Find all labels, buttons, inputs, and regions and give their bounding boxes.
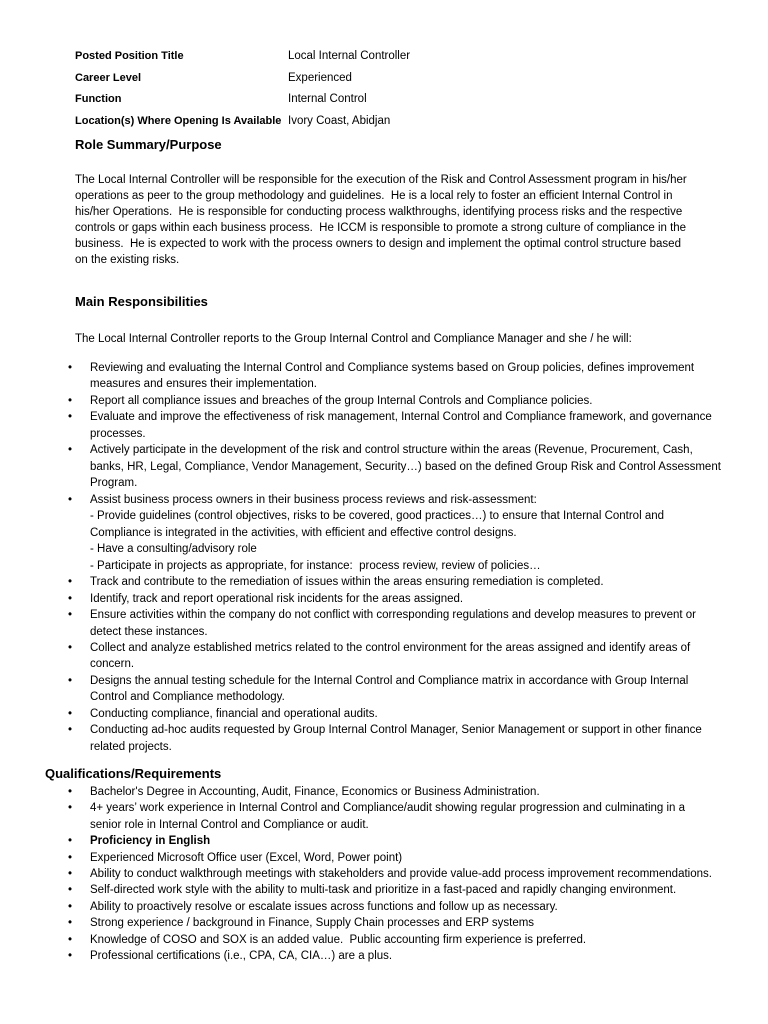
- paragraph-line: on the existing risks.: [75, 254, 180, 266]
- position-detail-row: [75, 68, 715, 90]
- item-line: Identify, track and report operational risk incidents for the areas assigned.: [90, 592, 464, 605]
- bullet-marker: [68, 899, 72, 915]
- position-detail-row: [75, 46, 715, 68]
- item-line: Assist business process owners in their business process reviews and risk-assessment:: [90, 493, 537, 506]
- item-line: Self-directed work style with the ability to multi-task and prioritize in a fast-paced and rapidly changing environment.: [90, 884, 677, 897]
- paragraph-line: The Local Internal Controller will be responsible for the execution of the Risk and Control Assessment program in his/her: [75, 174, 687, 186]
- responsibility-item: [90, 607, 721, 640]
- responsibilities-list: [90, 360, 721, 755]
- item-line: Report all compliance issues and breaches of the group Internal Controls and Compliance policies.: [90, 394, 593, 407]
- bullet-marker: [68, 948, 72, 964]
- role-summary-paragraph: [75, 172, 687, 268]
- responsibility-item: [90, 591, 721, 607]
- responsibilities-intro: The Local Internal Controller reports to the Group Internal Control and Compliance Manager and she / he will:: [75, 333, 632, 345]
- bullet-marker: [68, 850, 72, 866]
- item-line: Knowledge of COSO and SOX is an added value. Public accounting firm experience is preferred.: [90, 933, 587, 946]
- bullet-marker: [68, 591, 72, 607]
- item-line: Collect and analyze established metrics related to the control environment for the areas assigned and identify areas of: [90, 641, 691, 654]
- qualification-item: [90, 932, 712, 948]
- bullet-marker: [68, 393, 72, 409]
- responsibility-item: [90, 640, 721, 673]
- paragraph-line: controls or gaps within each business process. He ICCM is responsible to promote a strong culture of compliance in the: [75, 222, 687, 234]
- item-line: Ability to conduct walkthrough meetings with stakeholders and provide value-add process improvement recommendations.: [90, 867, 712, 880]
- item-line: Bachelor's Degree in Accounting, Audit, Finance, Economics or Business Administration.: [90, 786, 540, 798]
- bullet-marker: [68, 574, 72, 590]
- paragraph-line: business. He is expected to work with the process owners to design and implement the optimal control structure based: [75, 238, 681, 250]
- responsibility-item: [90, 442, 721, 491]
- item-line: detect these instances.: [90, 625, 208, 638]
- item-line: Compliance is integrated in the activities, with efficient and effective control designs.: [90, 526, 517, 539]
- position-detail-row: [75, 111, 715, 133]
- item-line: Program.: [90, 477, 138, 490]
- bullet-marker: [68, 706, 72, 722]
- bullet-marker: [68, 800, 72, 816]
- bullet-marker: [68, 640, 72, 656]
- paragraph-line: his/her Operations. He is responsible for conducting process walkthroughs, identifying process risks and the respective: [75, 206, 683, 218]
- item-line: Ensure activities within the company do not conflict with corresponding regulations and develop measures to prevent or: [90, 609, 697, 622]
- responsibility-item: [90, 492, 721, 574]
- role-summary-heading: Role Summary/Purpose: [75, 137, 222, 152]
- position-detail-label: Function: [75, 93, 122, 106]
- bullet-marker: [68, 442, 72, 458]
- qualifications-list: [90, 784, 712, 964]
- item-line: concern.: [90, 658, 135, 671]
- item-line: Experienced Microsoft Office user (Excel, Word, Power point): [90, 851, 403, 864]
- bullet-marker: [68, 722, 72, 738]
- qualification-item: [90, 800, 712, 833]
- item-line: Conducting compliance, financial and operational audits.: [90, 707, 378, 720]
- qualification-item: [90, 866, 712, 882]
- responsibility-item: [90, 360, 721, 393]
- bullet-marker: [68, 784, 72, 800]
- bullet-marker: [68, 866, 72, 882]
- item-line: Track and contribute to the remediation of issues within the areas ensuring remediation is completed.: [90, 576, 604, 589]
- bullet-marker: [68, 360, 72, 376]
- qualification-item: [90, 882, 712, 898]
- item-line: related projects.: [90, 740, 172, 753]
- item-line: Evaluate and improve the effectiveness of risk management, Internal Control and Compliance framework, and governance: [90, 411, 712, 424]
- bullet-marker: [68, 932, 72, 948]
- qualification-item: [90, 899, 712, 915]
- responsibility-item: [90, 673, 721, 706]
- responsibility-item: [90, 722, 721, 755]
- bullet-marker: [68, 409, 72, 425]
- bullet-marker: [68, 492, 72, 508]
- item-line: 4+ years’ work experience in Internal Control and Compliance/audit showing regular progression and culminating in a: [90, 802, 686, 815]
- item-line: Ability to proactively resolve or escalate issues across functions and follow up as necessary.: [90, 900, 558, 913]
- position-detail-label: Career Level: [75, 71, 142, 84]
- item-line: Designs the annual testing schedule for the Internal Control and Compliance matrix in accordance with Group Internal: [90, 674, 689, 687]
- qualification-item: [90, 784, 712, 800]
- bullet-marker: [68, 607, 72, 623]
- item-line: Proficiency in English: [90, 835, 211, 848]
- item-line: Strong experience / background in Finance, Supply Chain processes and ERP systems: [90, 917, 535, 930]
- item-line: senior role in Internal Control and Compliance or audit.: [90, 818, 369, 831]
- position-detail-row: [75, 89, 715, 111]
- responsibility-item: [90, 574, 721, 590]
- item-line: banks, HR, Legal, Compliance, Vendor Management, Security…) based on the defined Group Risk and Control Assessment: [90, 460, 721, 473]
- qualification-item: [90, 948, 712, 964]
- bullet-marker: [68, 673, 72, 689]
- paragraph-line: operations as peer to the group methodology and guidelines. He is a local rely to foster an efficient Internal Control in: [75, 190, 673, 202]
- item-line: Conducting ad-hoc audits requested by Group Internal Control Manager, Senior Management or support in other finance: [90, 724, 702, 737]
- position-detail-value: Internal Control: [288, 93, 367, 106]
- responsibility-item: [90, 409, 721, 442]
- bullet-marker: [68, 833, 72, 849]
- item-line: - Provide guidelines (control objectives, risks to be covered, good practices…) to ensure that Internal Control and: [90, 510, 665, 523]
- bullet-marker: [68, 915, 72, 931]
- item-line: - Participate in projects as appropriate, for instance: process review, review of policies…: [90, 559, 541, 572]
- responsibility-item: [90, 393, 721, 409]
- item-line: - Have a consulting/advisory role: [90, 543, 257, 556]
- item-line: Professional certifications (i.e., CPA, CA, CIA…) are a plus.: [90, 949, 393, 962]
- position-details-table: [75, 46, 715, 133]
- item-line: Actively participate in the development of the risk and control structure within the areas (Revenue, Procurement, Cash,: [90, 444, 693, 457]
- responsibility-item: [90, 706, 721, 722]
- item-line: Reviewing and evaluating the Internal Control and Compliance systems based on Group policies, defines improvement: [90, 362, 695, 374]
- qualifications-heading: Qualifications/Requirements: [45, 766, 222, 781]
- qualification-item: [90, 850, 712, 866]
- bullet-marker: [68, 882, 72, 898]
- position-detail-label: Location(s) Where Opening Is Available: [75, 115, 282, 128]
- item-line: Control and Compliance methodology.: [90, 691, 285, 704]
- qualification-item: [90, 915, 712, 931]
- position-detail-value: Local Internal Controller: [288, 50, 411, 62]
- position-detail-label: Posted Position Title: [75, 50, 184, 62]
- main-responsibilities-heading: Main Responsibilities: [75, 294, 208, 309]
- position-detail-value: Experienced: [288, 71, 352, 84]
- item-line: processes.: [90, 427, 146, 440]
- position-detail-value: Ivory Coast, Abidjan: [288, 115, 391, 128]
- item-line: measures and ensures their implementation.: [90, 378, 317, 391]
- qualification-item: [90, 833, 712, 849]
